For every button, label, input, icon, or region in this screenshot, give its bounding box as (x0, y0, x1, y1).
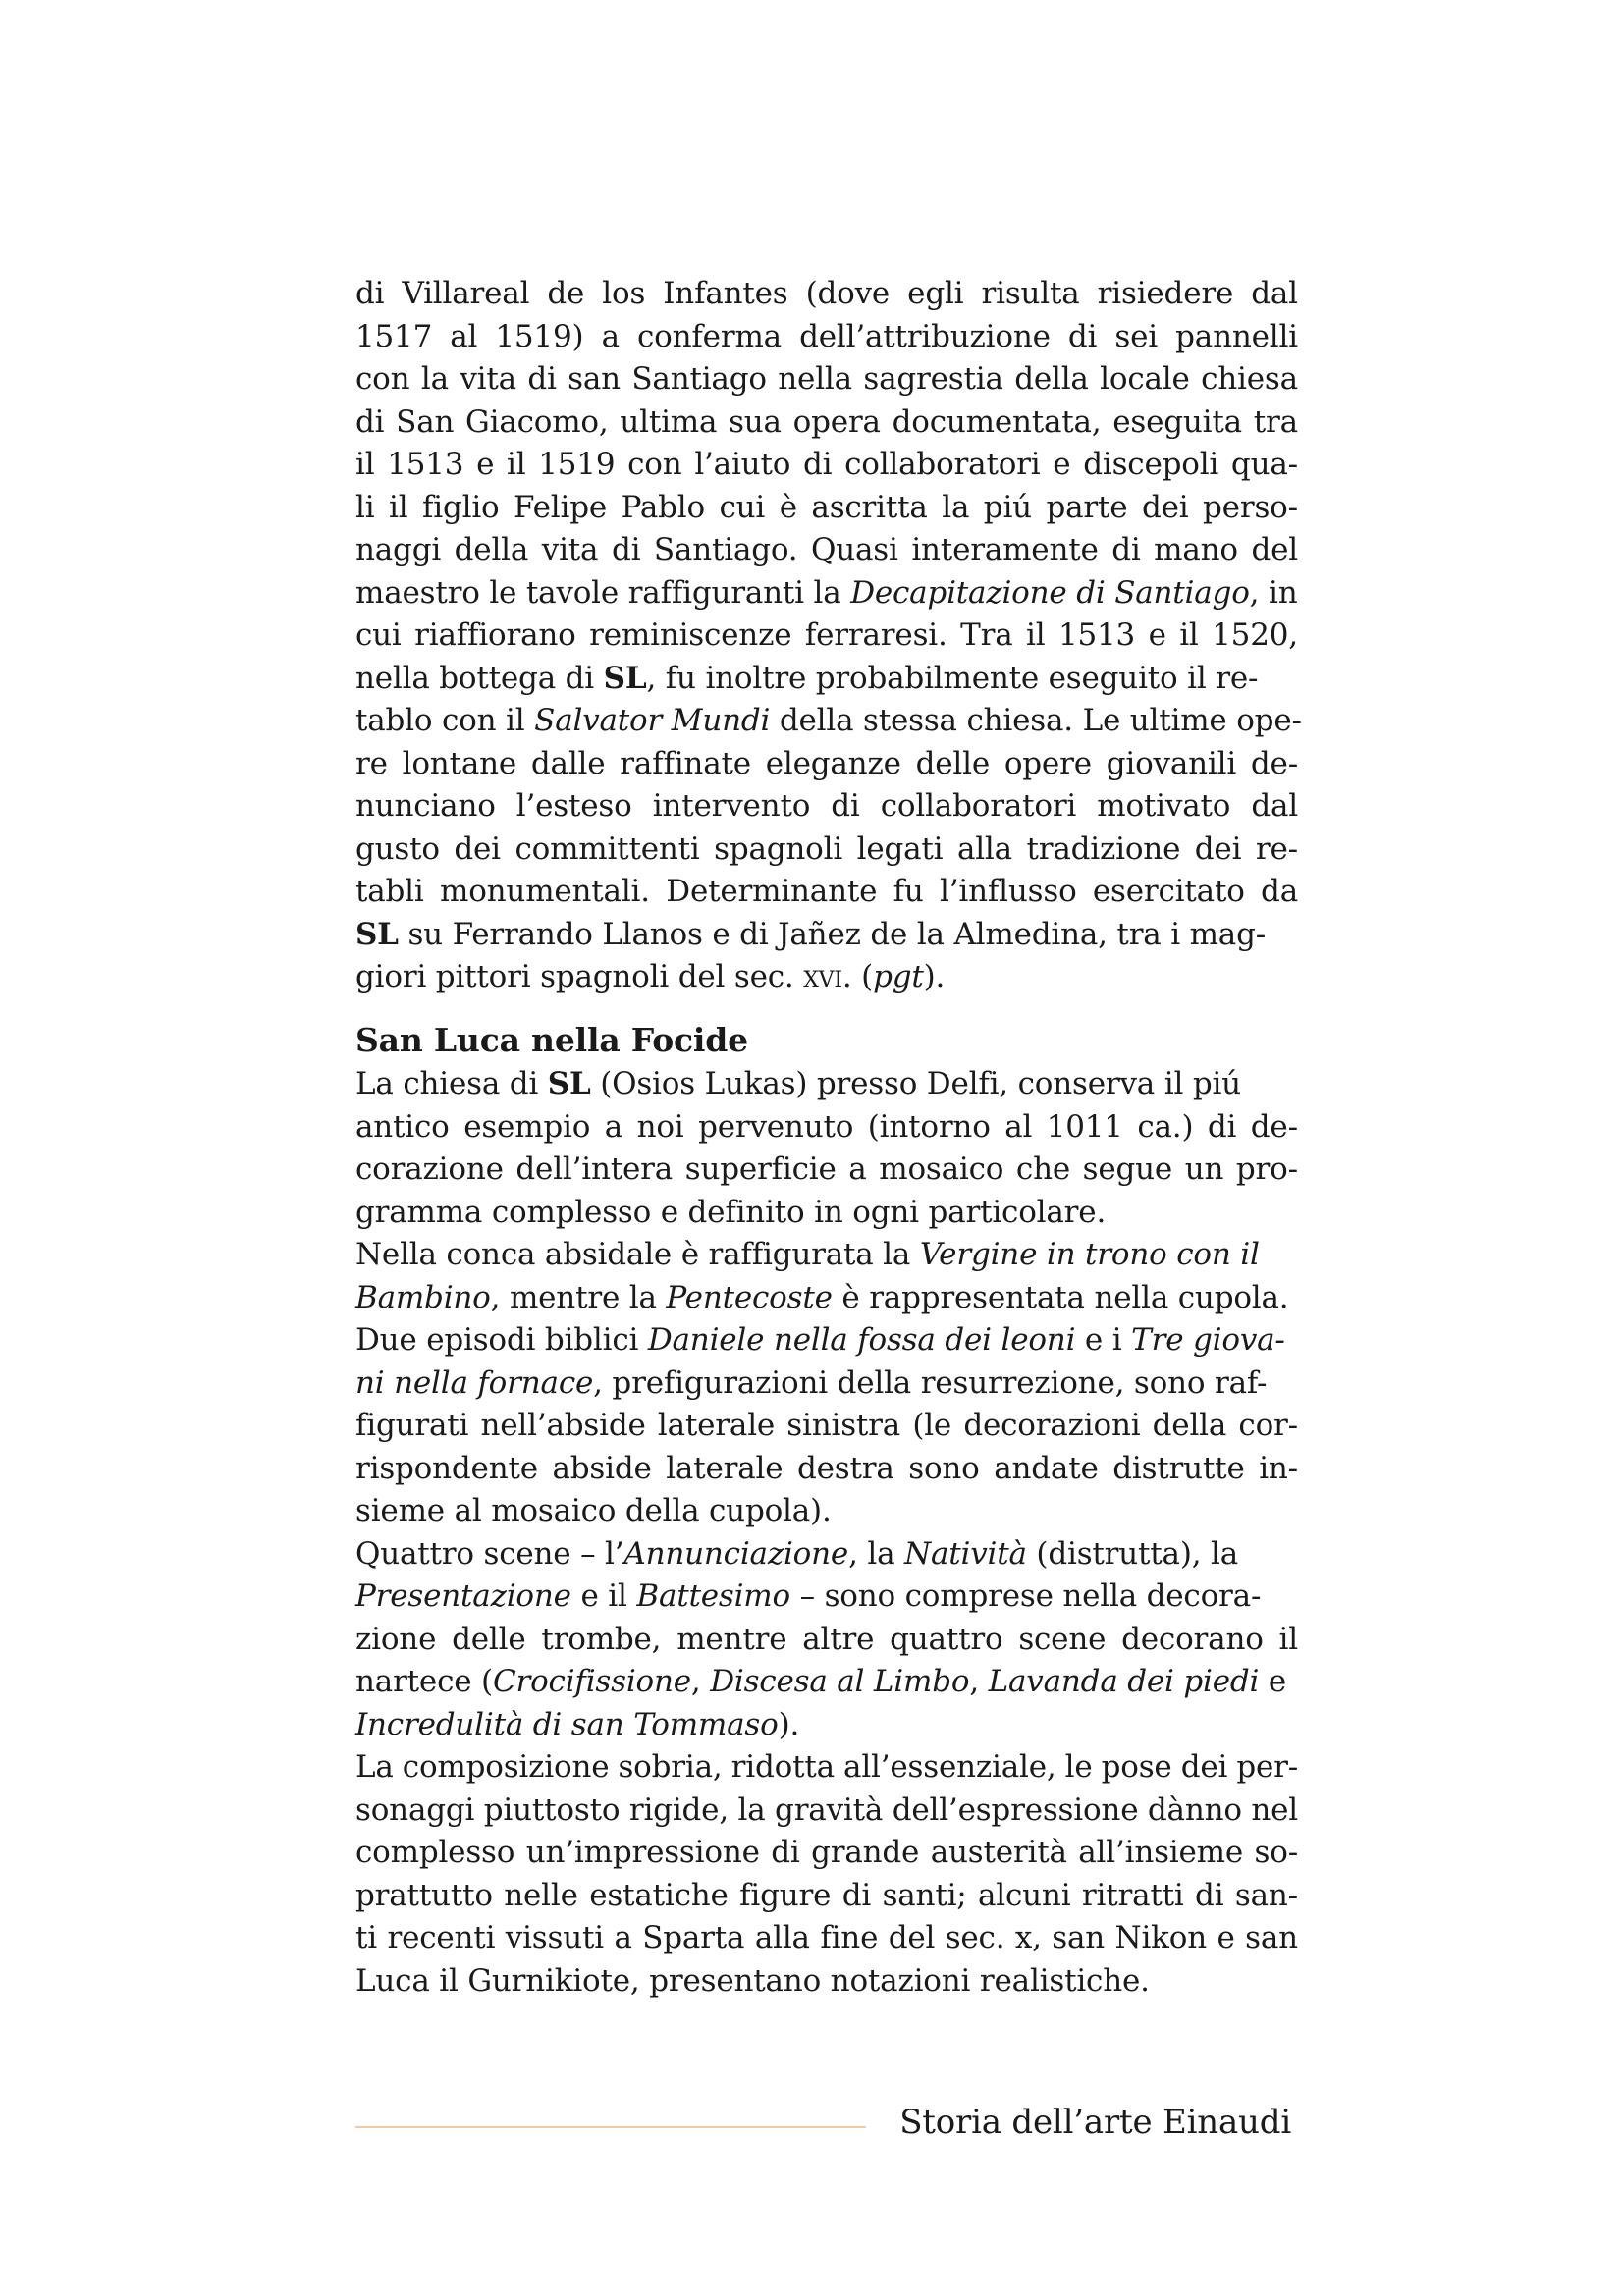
artwork-title: Bambino (355, 1279, 491, 1315)
word: per- (1236, 1749, 1298, 1785)
text-line (355, 1106, 1298, 1149)
word: in- (1259, 1450, 1298, 1486)
text-line: maestro le tavole raffiguranti la Decapitazione di Santiago, in (355, 574, 1298, 611)
word: la (942, 489, 970, 525)
century-numeral: xvi (803, 959, 842, 994)
word: la (420, 361, 449, 397)
word: della (454, 532, 529, 567)
word: ridotta (730, 1749, 835, 1785)
word: giovanili (1106, 745, 1237, 781)
word: dell’attribuzione (799, 318, 1051, 354)
word: dell’intera (515, 1151, 674, 1187)
word: abside (552, 1450, 652, 1486)
word: san- (1234, 1877, 1298, 1913)
word: di (355, 276, 385, 311)
word: legati (856, 830, 944, 867)
word: Villareal (402, 276, 530, 311)
section-body (355, 1063, 1298, 2002)
word: al (450, 318, 478, 354)
word: è (779, 489, 797, 525)
word: l’influsso (940, 874, 1077, 909)
word: 1519) (495, 318, 584, 354)
word: a (848, 1151, 867, 1187)
word: e (1148, 617, 1166, 653)
word: re- (1255, 830, 1298, 867)
word: piuttosto (483, 1791, 621, 1828)
word: Quasi (811, 532, 898, 567)
word: sei (1114, 318, 1158, 354)
word: Tra (960, 617, 1013, 653)
text-line (355, 1448, 1298, 1491)
word: risiedere (1097, 276, 1234, 311)
word: ascritta (811, 489, 928, 525)
artwork-title: Pentecoste (666, 1279, 833, 1315)
word: mentre (676, 1621, 787, 1657)
text-line (355, 1832, 1298, 1875)
word: collaboratori (880, 788, 1077, 824)
artwork-title: Discesa al Limbo (710, 1664, 970, 1699)
word: motivato (1097, 788, 1231, 824)
text-line: SL su Ferrando Llanos e di Jañez de la Almedina, tra i mag- (355, 916, 1267, 952)
word: il (1278, 1621, 1298, 1657)
word: segue (1082, 1151, 1173, 1187)
word: a (614, 1920, 632, 1955)
word: corazione (355, 1151, 504, 1187)
text-line: nella bottega di SL, fu inoltre probabilmente eseguito il re- (355, 660, 1259, 696)
word: san (568, 361, 621, 397)
text-line (355, 785, 1298, 828)
word: austerità (930, 1835, 1067, 1870)
word: della (1152, 1408, 1227, 1443)
word: vita (541, 532, 599, 567)
word: collaboratori (844, 447, 1041, 482)
word: los (602, 276, 646, 311)
word: re (355, 745, 388, 781)
text-line: sieme al mosaico della cupola). (355, 1493, 832, 1528)
word: Santiago. (653, 532, 798, 567)
word: locale (1100, 361, 1190, 397)
artwork-title: Lavanda dei piedi (988, 1664, 1260, 1699)
word: con (355, 361, 410, 397)
word: risulta (981, 276, 1080, 311)
text-line: Nella conca absidale è raffigurata la Vergine in trono con il (355, 1237, 1260, 1272)
text-line (355, 1619, 1298, 1662)
text-line (355, 487, 1298, 530)
artwork-title: Crocifissione (492, 1664, 691, 1699)
artwork-title: Salvator Mundi (534, 703, 771, 738)
word: nel (1251, 1791, 1298, 1828)
word: superficie (684, 1151, 837, 1187)
text-line (355, 529, 1298, 572)
text-line: Luca il Gurnikiote, presentano notazioni realistiche. (355, 1962, 1150, 1999)
word: prattutto (355, 1877, 493, 1913)
word: figurati (355, 1408, 469, 1443)
word: reminiscenze (589, 617, 792, 653)
word: san (1245, 1920, 1298, 1955)
text-line (355, 1789, 1298, 1833)
word: decorazioni (963, 1408, 1141, 1443)
word: di (831, 788, 860, 824)
word: tradizione (1026, 830, 1181, 867)
text-line: Incredulità di san Tommaso). (355, 1706, 800, 1742)
artwork-title: Tre giova- (1131, 1322, 1285, 1358)
word: di (1067, 318, 1098, 354)
word: trombe, (541, 1621, 662, 1657)
word: la (737, 1791, 766, 1828)
word: scene (1018, 1621, 1107, 1657)
word: ca.) (1137, 1108, 1194, 1145)
artwork-title: Natività (904, 1535, 1027, 1572)
word: de- (1250, 1108, 1298, 1145)
word: cor- (1238, 1408, 1298, 1443)
text-line (355, 401, 1298, 445)
word: eseguita (1112, 403, 1242, 440)
text-line: Presentazione e il Battesimo – sono comprese nella decora- (355, 1578, 1262, 1614)
word: qua- (1230, 447, 1298, 482)
word: nella (778, 361, 852, 397)
text-line: tablo con il Salvator Mundi della stessa chiesa. Le ultime ope- (355, 703, 1302, 738)
word: figure (739, 1877, 832, 1913)
word: il (355, 447, 375, 482)
word: a (604, 1108, 623, 1145)
word: un’impressione (525, 1835, 760, 1870)
text-line (355, 1405, 1298, 1448)
word: chiesa (1201, 361, 1298, 397)
word: grande (811, 1835, 920, 1870)
word: santi; (882, 1877, 967, 1913)
word: di (355, 403, 385, 440)
word: sono (908, 1450, 980, 1486)
word: Giacomo, (465, 403, 609, 440)
word: dei (454, 830, 501, 867)
section-title: San Luca nella Focide (355, 1021, 748, 1059)
word: da (1261, 874, 1298, 909)
word: delle (452, 1621, 526, 1657)
word: cui (355, 617, 402, 653)
text-line (355, 358, 1298, 401)
word: di (527, 361, 557, 397)
word: decorano (1121, 1621, 1264, 1657)
word: cui (719, 489, 766, 525)
word: dànno (1147, 1791, 1242, 1828)
word: laterale (666, 1450, 784, 1486)
artwork-title: Incredulità di san Tommaso (355, 1706, 779, 1742)
text-line: gramma complesso e definito in ogni particolare. (355, 1194, 1107, 1230)
word: de- (1250, 745, 1298, 781)
word: delle (915, 745, 990, 781)
word: Determinante (666, 874, 878, 909)
word: spagnoli (714, 830, 843, 867)
word: della (1014, 361, 1089, 397)
word: Sparta (642, 1920, 745, 1955)
word: vita (460, 361, 516, 397)
word: di (611, 532, 641, 567)
word: e (1053, 447, 1071, 482)
word: x, (1014, 1920, 1042, 1955)
word: dal (1251, 276, 1298, 311)
word: de (547, 276, 585, 311)
word: zione (355, 1621, 437, 1657)
text-line (355, 1746, 1298, 1789)
text-line (355, 828, 1298, 872)
text-line: nartece (Crocifissione, Discesa al Limbo, Lavanda dei piedi e (355, 1664, 1287, 1699)
word: mano (1154, 532, 1238, 567)
word: opere (1003, 745, 1092, 781)
text-line (355, 614, 1298, 658)
word: esercitato (1092, 874, 1245, 909)
footer-publisher: Storia dell’arte Einaudi (899, 2103, 1291, 2142)
word: destra (796, 1450, 894, 1486)
word: composizione (402, 1749, 610, 1785)
word: San (396, 403, 455, 440)
word: sinistra (786, 1408, 901, 1443)
word: nunciano (355, 788, 496, 824)
word: committenti (514, 830, 700, 867)
word: fine (820, 1920, 879, 1955)
text-line (355, 1917, 1298, 1960)
word: quattro (890, 1621, 1003, 1657)
word: intervento (652, 788, 811, 824)
word: so- (1254, 1835, 1298, 1870)
word: perso- (1203, 489, 1298, 525)
word: esempio (463, 1108, 591, 1145)
word: gusto (355, 830, 440, 867)
word: che (1015, 1151, 1070, 1187)
word: nelle (504, 1877, 578, 1913)
word: sobria, (618, 1749, 723, 1785)
word: distrutte (1112, 1450, 1245, 1486)
word: e (476, 447, 495, 482)
word: raffinate (620, 745, 751, 781)
word: alla (754, 1920, 810, 1955)
artwork-title: Decapitazione di Santiago (850, 574, 1250, 611)
word: 1519 (538, 447, 616, 482)
word: li (355, 489, 375, 525)
word: dell’espressione (892, 1791, 1139, 1828)
word: di (1207, 1108, 1237, 1145)
word: pro- (1235, 1151, 1298, 1187)
word: nell’abside (480, 1408, 646, 1443)
word: dei (1194, 830, 1242, 867)
artwork-title: ni nella fornace (355, 1364, 594, 1401)
word: piú (983, 489, 1032, 525)
text-line (355, 743, 1298, 786)
intro-paragraph (355, 273, 1302, 999)
word: Pablo (621, 489, 705, 525)
word: alcuni (978, 1877, 1071, 1913)
word: discepoli (1083, 447, 1219, 482)
word: riaffiorano (414, 617, 576, 653)
word: e (1217, 1920, 1235, 1955)
word: 1011 (1046, 1108, 1123, 1145)
word: il (388, 489, 408, 525)
word: di (1111, 532, 1141, 567)
word: l’esteso (515, 788, 632, 824)
word: (intorno (867, 1108, 991, 1145)
word: dalle (530, 745, 606, 781)
word: dal (1251, 788, 1298, 824)
artwork-title: Battesimo (636, 1578, 790, 1614)
word: il (507, 447, 526, 482)
word: opera (792, 403, 881, 440)
word: vissuti (505, 1920, 604, 1955)
text-line (355, 871, 1298, 914)
text-line: Quattro scene – l’Annunciazione, la Natività (distrutta), la (355, 1535, 1239, 1572)
word: eleganze (765, 745, 901, 781)
word: Santiago (631, 361, 767, 397)
word: altre (802, 1621, 875, 1657)
word: egli (907, 276, 964, 311)
word: 1520, (1212, 617, 1298, 653)
word: mosaico (879, 1151, 1004, 1187)
artwork-title: Annunciazione (623, 1535, 849, 1572)
word: ti (355, 1920, 377, 1955)
text-line (355, 1148, 1298, 1192)
abbreviation-sl: SL (355, 916, 399, 952)
word: parte (1046, 489, 1128, 525)
word: l’aiuto (694, 447, 791, 482)
word: ferraresi. (804, 617, 947, 653)
word: sua (729, 403, 782, 440)
word: figlio (421, 489, 500, 525)
abbreviation-sl: SL (603, 660, 647, 696)
text-line: ni nella fornace, prefigurazioni della resurrezione, sono raf- (355, 1364, 1268, 1401)
footer-rule (355, 2126, 866, 2128)
word: alla (956, 830, 1012, 867)
word: conferma (637, 318, 782, 354)
word: 1513 (1057, 617, 1136, 653)
word: andate (994, 1450, 1099, 1486)
word: ultima (620, 403, 718, 440)
text-line (355, 444, 1298, 487)
word: del (888, 1920, 936, 1955)
word: (le (912, 1408, 952, 1443)
word: il (1179, 617, 1199, 653)
text-line: giori pittori spagnoli del sec. xvi. (pgt). (355, 959, 946, 994)
word: il (1026, 617, 1046, 653)
word: 1517 (355, 318, 433, 354)
word: laterale (657, 1408, 776, 1443)
word: di (1195, 1877, 1224, 1913)
artwork-title: Presentazione (355, 1578, 571, 1614)
word: rigide, (628, 1791, 729, 1828)
word: Infantes (663, 276, 788, 311)
word: monumentali. (440, 874, 650, 909)
word: recenti (387, 1920, 496, 1955)
word: pervenuto (698, 1108, 854, 1145)
word: pannelli (1175, 318, 1298, 354)
word: di (771, 1835, 800, 1870)
text-line: Bambino, mentre la Pentecoste è rappresentata nella cupola. (355, 1279, 1289, 1315)
word: a (601, 318, 620, 354)
word: all’insieme (1078, 1835, 1244, 1870)
word: di (841, 1877, 872, 1913)
word: documentata, (892, 403, 1102, 440)
word: antico (355, 1108, 450, 1145)
word: san (1052, 1920, 1106, 1955)
word: estatiche (589, 1877, 729, 1913)
word: sec. (945, 1920, 1005, 1955)
text-line (355, 316, 1298, 359)
word: naggi (355, 532, 442, 567)
word: (dove (805, 276, 891, 311)
word: complesso (355, 1835, 515, 1870)
word: le (1064, 1749, 1093, 1785)
word: pose (1101, 1749, 1172, 1785)
word: gravità (775, 1791, 884, 1828)
word: lontane (402, 745, 517, 781)
word: Nikon (1114, 1920, 1207, 1955)
word: sonaggi (355, 1791, 475, 1828)
word: 1513 (387, 447, 464, 482)
word: sagrestia (863, 361, 1003, 397)
word: interamente (911, 532, 1099, 567)
word: dei (1180, 1749, 1228, 1785)
abbreviation-sl: SL (547, 1066, 591, 1101)
word: di (802, 447, 833, 482)
word: noi (636, 1108, 684, 1145)
artwork-title: Vergine in trono con il (919, 1237, 1260, 1272)
word: all’essenziale, (843, 1749, 1056, 1785)
word: al (1004, 1108, 1033, 1145)
word: rispondente (355, 1450, 538, 1486)
text-line: Due episodi biblici Daniele nella fossa dei leoni e i Tre giova- (355, 1322, 1285, 1358)
word: La (355, 1749, 394, 1785)
text-line (355, 273, 1298, 316)
word: fu (893, 874, 924, 909)
word: del (1251, 532, 1298, 567)
text-line: La chiesa di SL (Osios Lukas) presso Delfi, conserva il piú (355, 1066, 1241, 1101)
word: Felipe (514, 489, 608, 525)
word: tabli (355, 874, 424, 909)
author-initials: pgt (873, 959, 924, 994)
text-line (355, 1875, 1298, 1918)
word: ritratti (1081, 1877, 1184, 1913)
word: tra (1253, 403, 1298, 440)
artwork-title: Daniele nella fossa dei leoni (647, 1322, 1076, 1358)
word: dei (1141, 489, 1189, 525)
word: con (627, 447, 682, 482)
word: un (1184, 1151, 1224, 1187)
